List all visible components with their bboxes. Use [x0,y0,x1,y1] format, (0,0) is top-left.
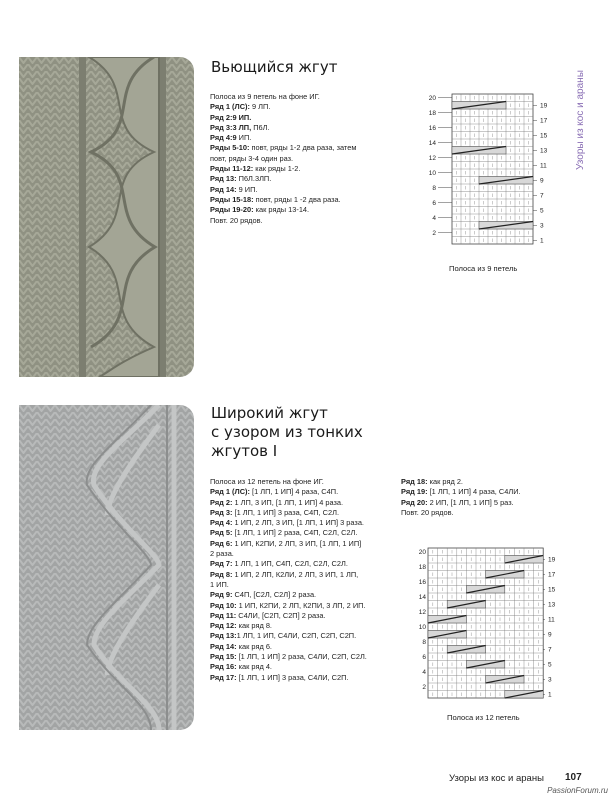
instruction-line: 2 раза. [210,549,234,559]
row-number-left: 10 [418,624,426,631]
instruction-line: Ряд 14: как ряд 6. [210,641,272,651]
chart-grid [452,94,533,244]
row-number-left: 4 [422,669,426,676]
row-number-left: 16 [428,125,436,132]
row-number-left: 2 [432,230,436,237]
row-number-left: 12 [428,155,436,162]
instruction-line: Ряд 1 (ЛС): [1 ЛП, 1 ИП] 4 раза, С4П. [210,487,339,497]
knitting-chart-1 [422,90,560,250]
section-title-2 [211,404,401,461]
instruction-line: Ряд 10: 1 ИП, К2ПИ, 2 ЛП, К2ПИ, 3 ЛП, 2 ИП. [210,600,366,610]
instruction-line: Ряды 5-10: повт, ряды 1-2 два раза, затем [210,143,357,153]
instruction-line: Ряд 17: [1 ЛП, 1 ИП] 3 раза, С4ЛИ, С2П. [210,672,349,682]
chart-grid [428,548,543,698]
row-number-left: 8 [432,185,436,192]
title-line: Широкий жгут [211,404,328,422]
row-number-right: 19 [548,556,556,564]
row-number-right: 3 [540,222,544,230]
row-number-left: 6 [422,654,426,661]
row-number-left: 8 [422,639,426,646]
page-number: 107 [565,772,582,783]
instruction-line: Ряд 2: 1 ЛП, 3 ИП, [1 ЛП, 1 ИП] 4 раза. [210,497,344,507]
instruction-line: Полоса из 12 петель на фоне ИГ. [210,477,324,486]
instruction-line: Ряды 19-20: как ряды 13-14. [210,205,310,215]
instruction-line: Ряд 2:9 ИП. [210,112,252,122]
instruction-line: Ряды 15-18: повт, ряды 1 -2 два раза. [210,194,341,204]
instruction-line: Полоса из 9 петель на фоне ИГ. [210,92,320,101]
footer-title: Узоры из кос и араны [449,773,544,784]
instructions-2 [210,477,400,683]
chart-caption-2: Полоса из 12 петель [447,713,520,722]
row-number-right: 5 [540,207,544,215]
instruction-line: Ряд 12: как ряд 8. [210,621,272,631]
row-number-left: 6 [432,200,436,207]
row-number-left: 14 [428,140,436,147]
instruction-line: Ряд 16: как ряд 4. [210,662,272,672]
instruction-line: повт, ряды 3-4 один раз. [210,153,294,163]
instruction-line: Ряд 4: 1 ИП, 2 ЛП, 3 ИП, [1 ЛП, 1 ИП] 3 раза. [210,518,364,528]
side-title-text: Узоры из кос и араны [575,70,586,170]
instruction-line: Ряд 7: 1 ЛП, 1 ИП, С4П, С2Л, С2Л, С2Л. [210,559,348,569]
row-number-right: 11 [540,162,547,170]
row-number-left: 10 [428,170,436,177]
cable-photo-1 [19,57,194,377]
row-number-left: 20 [418,549,426,556]
knit-cable-image-1 [19,57,194,377]
instruction-line: Ряд 11: С4ЛИ, [С2П, С2П] 2 раза. [210,610,326,620]
instruction-line: Ряд 19: [1 ЛП, 1 ИП] 4 раза, С4ЛИ. [401,487,521,497]
row-number-right: 5 [548,661,552,669]
instruction-line: Ряд 5: [1 ЛП, 1 ИП] 2 раза, С4П, С2Л, С2Л. [210,528,358,538]
title-line: с узором из тонких [211,423,363,441]
row-number-right: 1 [540,237,544,245]
row-number-right: 13 [548,601,556,609]
row-number-left: 16 [418,579,426,586]
instruction-line: Ряд 13: П6Л.3ЛП. [210,174,272,184]
instruction-line: Ряд 15: [1 ЛП, 1 ИП] 2 раза, С4ЛИ, С2П, С2Л. [210,652,367,662]
row-number-left: 12 [418,609,426,616]
row-number-right: 13 [540,147,548,155]
row-number-right: 15 [540,132,548,140]
instruction-line: Ряд 13:1 ЛП, 1 ИП, С4ЛИ, С2П, С2П, С2П. [210,631,357,641]
cable-photo-2 [19,405,194,730]
instruction-line: Ряд 4:9 ИП. [210,133,252,143]
row-number-left: 18 [418,564,426,571]
row-number-left: 18 [428,110,436,117]
knitting-chart-2 [412,544,568,704]
instruction-line: Ряд 1 (ЛС): 9 ЛП. [210,102,271,112]
row-number-right: 11 [548,616,555,624]
instruction-line: Ряд 8: 1 ИП, 2 ЛП, К2ЛИ, 2 ЛП, 3 ИП, 1 ЛП, [210,569,359,579]
row-number-right: 1 [548,691,552,699]
title-line: жгутов I [211,442,278,460]
instruction-line: Ряд 3: [1 ЛП, 1 ИП] 3 раза, С4П, С2Л. [210,507,340,517]
row-number-right: 3 [548,676,552,684]
row-number-right: 19 [540,102,548,110]
instructions-2-col2 [401,477,561,518]
instruction-line: 1 ИП. [210,579,229,589]
instruction-line: Ряд 14: 9 ИП. [210,184,258,194]
chart-caption-1: Полоса из 9 петель [449,264,518,273]
instruction-line: Ряд 6: 1 ИП, К2ПИ, 2 ЛП, 3 ИП, [1 ЛП, 1 ИП] [210,538,362,548]
instruction-line: Ряд 3:3 ЛП, П6Л. [210,122,270,132]
row-number-left: 2 [422,684,426,691]
instructions-1 [210,92,410,226]
row-number-right: 9 [540,177,544,185]
row-number-left: 4 [432,215,436,222]
row-number-left: 14 [418,594,426,601]
row-number-right: 9 [548,631,552,639]
row-number-right: 17 [540,117,548,125]
instruction-line: Ряд 9: С4П, [С2Л, С2Л] 2 раза. [210,590,317,600]
knit-cable-image-2 [19,405,194,730]
instruction-line: Повт. 20 рядов. [401,507,454,517]
instruction-line: Повт. 20 рядов. [210,215,263,225]
instruction-line: Ряд 18: как ряд 2. [401,477,463,486]
instruction-line: Ряды 11-12: как ряды 1-2. [210,164,301,174]
side-section-title [575,60,589,170]
row-number-right: 17 [548,571,556,579]
watermark: PassionForum.ru [547,786,608,795]
row-number-left: 20 [428,95,436,102]
instruction-line: Ряд 20: 2 ИП, [1 ЛП, 1 ИП] 5 раз. [401,497,514,507]
row-number-right: 7 [548,646,552,654]
row-number-right: 7 [540,192,544,200]
section-title-1: Вьющийся жгут [211,58,338,76]
row-number-right: 15 [548,586,556,594]
